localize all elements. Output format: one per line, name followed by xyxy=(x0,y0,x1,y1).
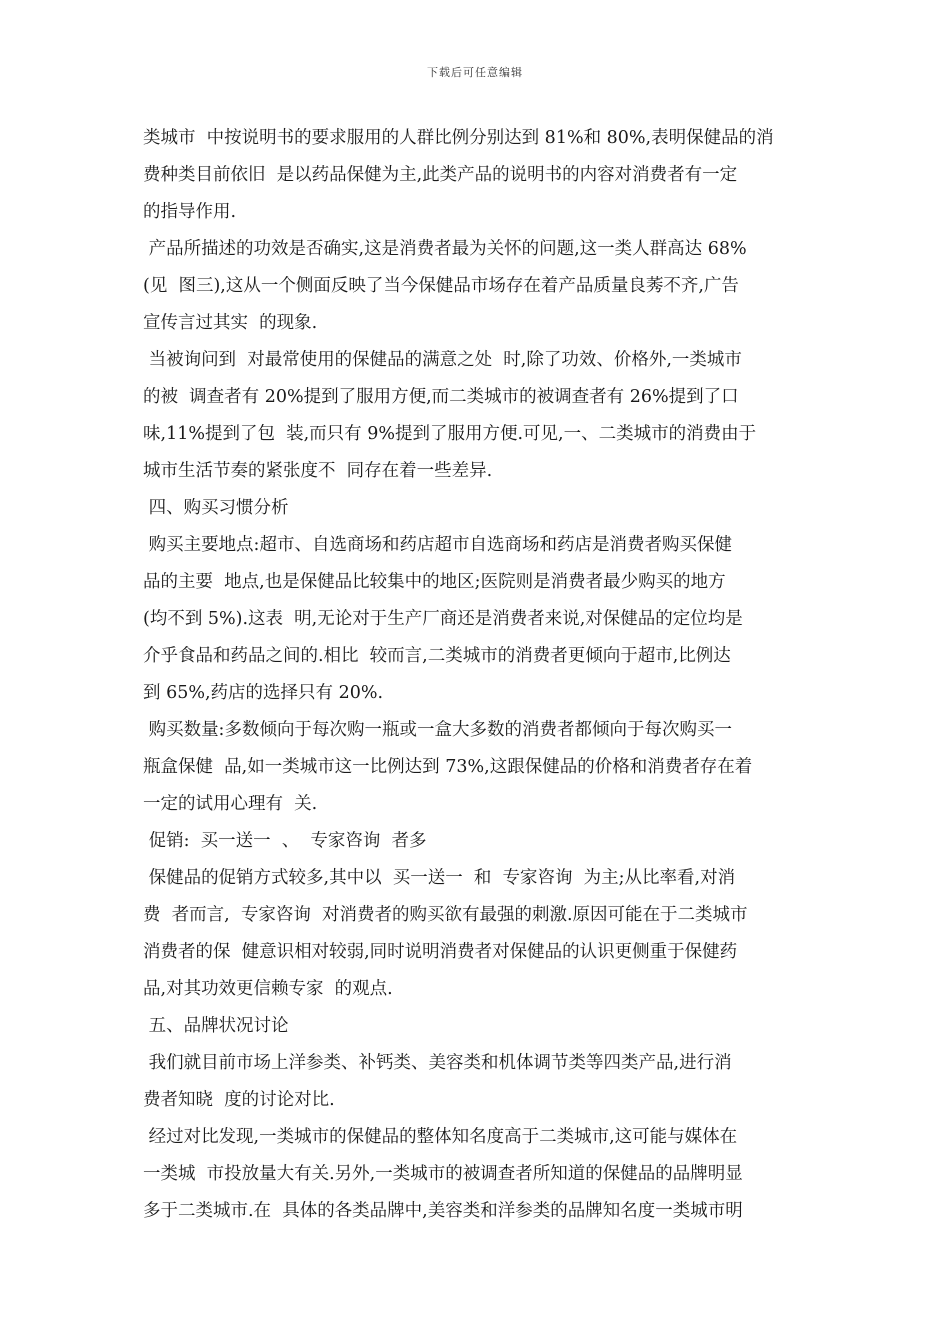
text-line: 费者知晓 度的讨论对比. xyxy=(143,1090,335,1110)
text-line: 味,11%提到了包 装,而只有 9%提到了服用方便.可见,一、二类城市的消费由于 xyxy=(143,424,757,444)
section-heading: 四、购买习惯分析 xyxy=(143,498,289,518)
text-line: 介乎食品和药品之间的.相比 较而言,二类城市的消费者更倾向于超市,比例达 xyxy=(143,646,731,666)
text-line: 购买主要地点:超市、自选商场和药店超市自选商场和药店是消费者购买保健 xyxy=(143,535,732,555)
text-line: 品,对其功效更信赖专家 的观点. xyxy=(143,979,393,999)
text-line: 类城市 中按说明书的要求服用的人群比例分别达到 81%和 80%,表明保健品的消 xyxy=(143,128,774,148)
section-heading: 五、品牌状况讨论 xyxy=(143,1016,289,1036)
text-line: 一类城 市投放量大有关.另外,一类城市的被调查者所知道的保健品的品牌明显 xyxy=(143,1164,743,1184)
text-line: 费 者而言, 专家咨询 对消费者的购买欲有最强的刺激.原因可能在于二类城市 xyxy=(143,905,748,925)
text-line: 促销: 买一送一 、 专家咨询 者多 xyxy=(143,831,427,851)
text-line: 城市生活节奏的紧张度不 同存在着一些差异. xyxy=(143,461,493,481)
page-header: 下载后可任意编辑 xyxy=(427,66,523,79)
text-line: (见 图三),这从一个侧面反映了当今保健品市场存在着产品质量良莠不齐,广告 xyxy=(143,276,739,296)
text-line: 的被 调查者有 20%提到了服用方便,而二类城市的被调查者有 26%提到了口 xyxy=(143,387,739,407)
text-line: 经过对比发现,一类城市的保健品的整体知名度高于二类城市,这可能与媒体在 xyxy=(143,1127,738,1147)
text-line: 品的主要 地点,也是保健品比较集中的地区;医院则是消费者最少购买的地方 xyxy=(143,572,726,592)
text-line: (均不到 5%).这表 明,无论对于生产厂商还是消费者来说,对保健品的定位均是 xyxy=(143,609,743,629)
text-line: 到 65%,药店的选择只有 20%. xyxy=(143,683,384,703)
document-body xyxy=(143,120,813,1230)
text-line: 一定的试用心理有 关. xyxy=(143,794,318,814)
text-line: 宣传言过其实 的现象. xyxy=(143,313,318,333)
text-line: 购买数量:多数倾向于每次购一瓶或一盒大多数的消费者都倾向于每次购买一 xyxy=(143,720,732,740)
text-line: 保健品的促销方式较多,其中以 买一送一 和 专家咨询 为主;从比率看,对消 xyxy=(143,868,736,888)
text-line: 产品所描述的功效是否确实,这是消费者最为关怀的问题,这一类人群高达 68% xyxy=(143,239,747,259)
text-line: 消费者的保 健意识相对较弱,同时说明消费者对保健品的认识更侧重于保健药 xyxy=(143,942,738,962)
text-line: 多于二类城市.在 具体的各类品牌中,美容类和洋参类的品牌知名度一类城市明 xyxy=(143,1201,743,1221)
text-line: 我们就目前市场上洋参类、补钙类、美容类和机体调节类等四类产品,进行消 xyxy=(143,1053,732,1073)
text-line: 当被询问到 对最常使用的保健品的满意之处 时,除了功效、价格外,一类城市 xyxy=(143,350,742,370)
text-line: 费种类目前依旧 是以药品保健为主,此类产品的说明书的内容对消费者有一定 xyxy=(143,165,738,185)
text-line: 的指导作用. xyxy=(143,202,237,222)
text-line: 瓶盒保健 品,如一类城市这一比例达到 73%,这跟保健品的价格和消费者存在着 xyxy=(143,757,753,777)
